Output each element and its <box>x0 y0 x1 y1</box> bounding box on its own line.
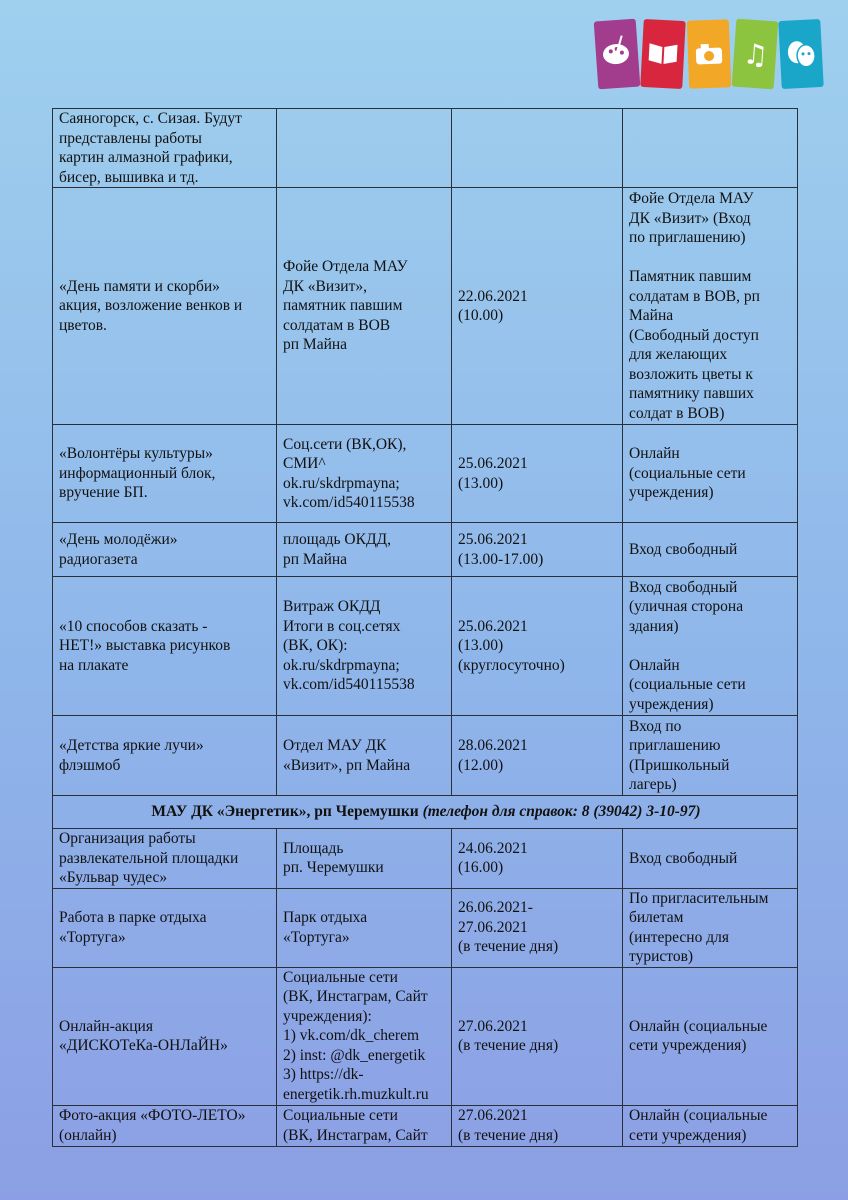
event-cell: «Волонтёры культуры» информационный блок, вручение БП. <box>53 425 277 523</box>
logo <box>596 20 826 94</box>
date-cell: 26.06.2021- 27.06.2021 (в течение дня) <box>452 888 623 967</box>
section-title: МАУ ДК «Энергетик», рп Черемушки <box>151 803 419 821</box>
access-cell: Вход свободный <box>623 523 798 577</box>
table-row <box>53 716 798 796</box>
music-notes-icon <box>738 33 773 73</box>
place-cell: Соц.сети (ВК,ОК), СМИ^ ok.ru/skdrpmayna; vk.com/id540115538 <box>277 425 452 523</box>
date-cell: 27.06.2021 (в течение дня) <box>452 967 623 1105</box>
table-row <box>53 109 798 188</box>
access-cell: Онлайн (социальные сети учреждения) <box>623 1105 798 1146</box>
table-row <box>53 523 798 577</box>
access-cell: Онлайн (социальные сети учреждения) <box>623 425 798 523</box>
section-header <box>53 796 798 829</box>
book-icon <box>646 33 680 73</box>
date-cell <box>452 109 623 188</box>
date-cell: 24.06.2021 (16.00) <box>452 829 623 889</box>
access-cell: Вход свободный (уличная сторона здания) Онлайн (социальные сети учреждения) <box>623 577 798 716</box>
table-row <box>53 425 798 523</box>
svg-text:♫: ♫ <box>741 37 770 72</box>
section-row <box>53 796 798 829</box>
table-row <box>53 1105 798 1146</box>
table-row <box>53 829 798 889</box>
place-cell: Социальные сети (ВК, Инстаграм, Сайт учреждения): 1) vk.com/dk_cherem 2) inst: @dk_energetik 3) https://dk- energetik.rh.muzkult.ru <box>277 967 452 1105</box>
section-phone: (телефон для справок: 8 (39042) 3-10-97) <box>422 803 701 821</box>
access-cell: Фойе Отдела МАУ ДК «Визит» (Вход по приглашению) Памятник павшим солдатам в ВОВ, рп Майна (Свободный доступ для желающих возложить цветы к памятнику павших солдат в ВОВ) <box>623 188 798 425</box>
event-cell: Фото-акция «ФОТО-ЛЕТО» (онлайн) <box>53 1105 277 1146</box>
tile-book <box>640 19 686 89</box>
table-row <box>53 577 798 716</box>
date-cell: 25.06.2021 (13.00) <box>452 425 623 523</box>
date-cell: 25.06.2021 (13.00) (круглосуточно) <box>452 577 623 716</box>
table-row <box>53 967 798 1105</box>
access-cell: Онлайн (социальные сети учреждения) <box>623 967 798 1105</box>
access-cell <box>623 109 798 188</box>
event-cell: «День молодёжи» радиогазета <box>53 523 277 577</box>
date-cell: 27.06.2021 (в течение дня) <box>452 1105 623 1146</box>
event-cell: Онлайн-акция «ДИСКОТеКа-ОНЛаЙН» <box>53 967 277 1105</box>
camera-icon <box>692 33 725 72</box>
date-cell: 28.06.2021 (12.00) <box>452 716 623 796</box>
table-row <box>53 188 798 425</box>
place-cell: Отдел МАУ ДК «Визит», рп Майна <box>277 716 452 796</box>
table-row <box>53 888 798 967</box>
event-cell: «Детства яркие лучи» флэшмоб <box>53 716 277 796</box>
access-cell: Вход по приглашению (Пришкольный лагерь) <box>623 716 798 796</box>
date-cell: 25.06.2021 (13.00-17.00) <box>452 523 623 577</box>
place-cell: Парк отдыха «Тортуга» <box>277 888 452 967</box>
access-cell: Вход свободный <box>623 829 798 889</box>
events-table <box>52 108 798 1147</box>
theater-masks-icon <box>784 33 818 73</box>
event-cell: Саяногорск, с. Сизая. Будут представлены работы картин алмазной графики, бисер, вышивка и тд. <box>53 109 277 188</box>
place-cell: Площадь рп. Черемушки <box>277 829 452 889</box>
event-cell: «День памяти и скорби» акция, возложение венков и цветов. <box>53 188 277 425</box>
tile-music <box>732 19 779 90</box>
place-cell: площадь ОКДД, рп Майна <box>277 523 452 577</box>
event-cell: Работа в парке отдыха «Тортуга» <box>53 888 277 967</box>
palette-icon <box>600 33 635 73</box>
event-cell: «10 способов сказать - НЕТ!» выставка рисунков на плакате <box>53 577 277 716</box>
place-cell: Фойе Отдела МАУ ДК «Визит», памятник павшим солдатам в ВОВ рп Майна <box>277 188 452 425</box>
place-cell <box>277 109 452 188</box>
event-cell: Организация работы развлекательной площадки «Бульвар чудес» <box>53 829 277 889</box>
tile-palette <box>594 19 641 90</box>
access-cell: По пригласительным билетам (интересно для туристов) <box>623 888 798 967</box>
tile-camera <box>687 19 731 88</box>
date-cell: 22.06.2021 (10.00) <box>452 188 623 425</box>
place-cell: Витраж ОКДД Итоги в соц.сетях (ВК, ОК): ok.ru/skdrpmayna; vk.com/id540115538 <box>277 577 452 716</box>
place-cell: Социальные сети (ВК, Инстаграм, Сайт <box>277 1105 452 1146</box>
tile-theater <box>778 19 824 89</box>
